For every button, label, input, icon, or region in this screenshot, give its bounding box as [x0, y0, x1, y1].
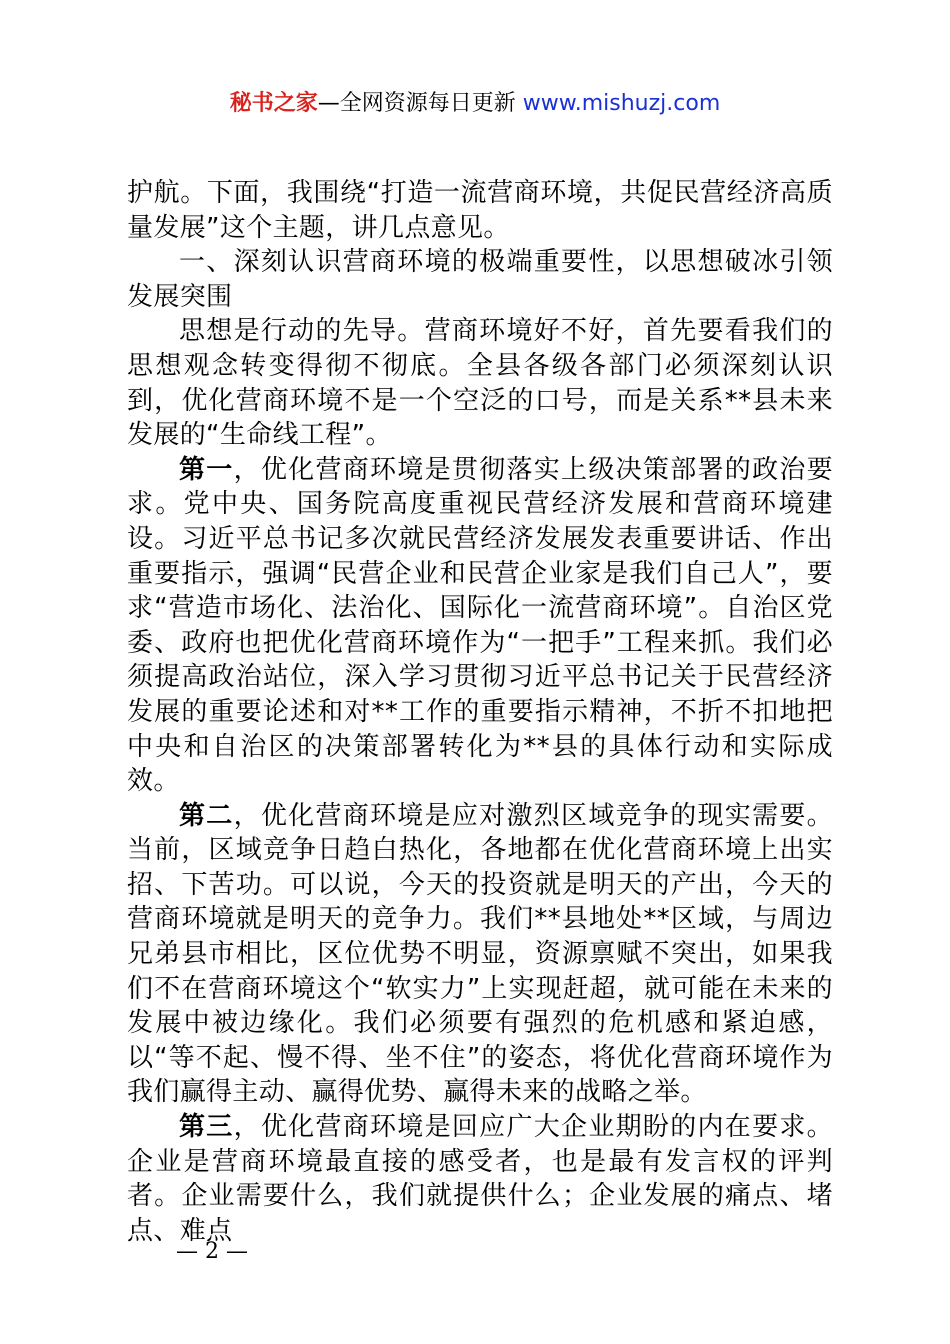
paragraph-text: ，优化营商环境是回应广大企业期盼的内在要求。企业是营商环境最直接的感受者，也是最有发言权的评判者。企业需要什么，我们就提供什么；企业发展的痛点、堵点、难点: [127, 1112, 833, 1246]
brand-name: 秘书之家: [229, 91, 318, 116]
paragraph-text: 思想是行动的先导。营商环境好不好，首先要看我们的思想观念转变得彻不彻底。全县各级各部门必须深刻认识到，优化营商环境不是一个空泛的口号，而是关系**县未来发展的“生命线工程”。: [127, 316, 833, 451]
paragraph-point-1: [127, 453, 833, 799]
point-lead: 第一: [179, 454, 234, 485]
paragraph-text: ，优化营商环境是贯彻落实上级决策部署的政治要求。党中央、国务院高度重视民营经济发展和营商环境建设。习近平总书记多次就民营经济发展发表重要讲话、作出重要指示，强调“民营企业和民营企业家是我们自己人”，要求“营造市场化、法治化、国际化一流营商环境”。自治区党委、政府也把优化营商环境作为“一把手”工程来抓。我们必须提高政治站位，深入学习贯彻习近平总书记关于民营经济发展的重要论述和对**工作的重要指示精神，不折不扣地把中央和自治区的决策部署转化为**县的具体行动和实际成效。: [127, 454, 833, 797]
header-tagline: —全网资源每日更新: [317, 91, 523, 116]
point-lead: 第三: [179, 1112, 234, 1143]
site-url-link[interactable]: www.mishuzj.com: [522, 91, 721, 116]
paragraph: [127, 314, 833, 452]
paragraph-point-2: [127, 799, 833, 1110]
point-lead: 第二: [179, 800, 234, 831]
page-number: — 2 —: [176, 1239, 248, 1264]
site-header: [0, 88, 950, 120]
paragraph-point-3: [127, 1110, 833, 1248]
paragraph-continuation: [127, 176, 833, 245]
paragraph-text: 护航。下面，我围绕“打造一流营商环境，共促民营经济高质量发展”这个主题，讲几点意见。: [127, 178, 833, 243]
document-body: [127, 176, 833, 1248]
section-heading: [127, 245, 833, 314]
paragraph-text: ，优化营商环境是应对激烈区域竞争的现实需要。当前，区域竞争日趋白热化，各地都在优化营商环境上出实招、下苦功。可以说，今天的投资就是明天的产出，今天的营商环境就是明天的竞争力。我们**县地处**区域，与周边兄弟县市相比，区位优势不明显，资源禀赋不突出，如果我们不在营商环境这个“软实力”上实现赶超，就可能在未来的发展中被边缘化。我们必须要有强烈的危机感和紧迫感，以“等不起、慢不得、坐不住”的姿态，将优化营商环境作为我们赢得主动、赢得优势、赢得未来的战略之举。: [127, 800, 833, 1108]
section-heading-text: 一、深刻认识营商环境的极端重要性，以思想破冰引领发展突围: [127, 247, 833, 312]
